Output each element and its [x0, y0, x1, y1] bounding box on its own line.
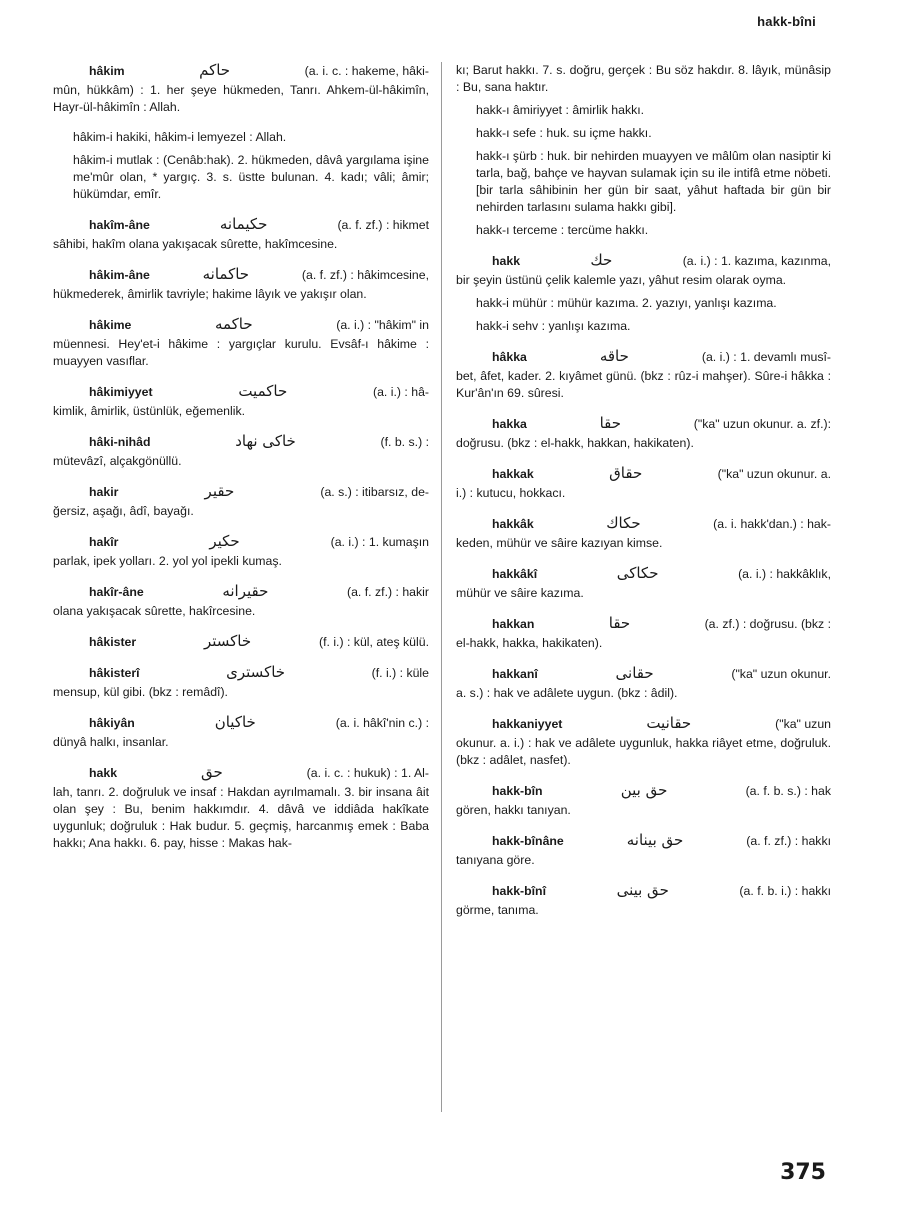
- entry-header: [53, 383, 429, 401]
- headword: hakîr: [89, 535, 119, 549]
- definition: bet, âfet, kader. 2. kıyâmet günü. (bkz : rûz-i mahşer). Sûre-i hâkka : Kur'ân'ın 69. sûresi.: [456, 369, 831, 400]
- entry-header: [53, 266, 429, 284]
- grammar-note: (a. f. zf.) : hâkimcesine,: [301, 268, 430, 282]
- definition: parlak, ipek yolları. 2. yol yol ipekli kumaş.: [53, 554, 282, 568]
- page-number: 375: [780, 1160, 826, 1185]
- definition: sâhibi, hakîm olana yakışacak sûrette, hakîmcesine.: [53, 237, 338, 251]
- definition: mühür ve sâire kazıma.: [456, 586, 584, 600]
- arabic-spelling: حاكميت: [238, 382, 288, 400]
- headword: hakkak: [492, 467, 534, 481]
- entry-hakk-bini: [456, 882, 831, 919]
- arabic-spelling: حق بينى: [616, 881, 669, 899]
- entry-header: [456, 782, 831, 800]
- definition: olana yakışacak sûrette, hakîrcesine.: [53, 604, 256, 618]
- arabic-spelling: خاكستر: [203, 632, 252, 650]
- entry-hakim-i-hakiki: hâkim-i hakiki, hâkim-i lemyezel : Allah.: [73, 130, 287, 144]
- running-head: hakk-bîni: [757, 14, 816, 29]
- definition: doğrusu. (bkz : el-hakk, hakkan, hakikaten).: [456, 436, 694, 450]
- entry-header: [456, 348, 831, 366]
- entry-hakisteri: [53, 664, 429, 701]
- entry-hakir-2: [53, 533, 429, 570]
- headword: hâkim-âne: [89, 268, 150, 282]
- headword: hâkim: [89, 64, 125, 78]
- definition: a. s.) : hak ve adâlete uygun. (bkz : âdil).: [456, 686, 678, 700]
- grammar-note: (f. i.) : kül, ateş külü.: [318, 635, 429, 649]
- entry-hakk-bin: [456, 782, 831, 819]
- entry-header: [53, 62, 429, 80]
- definition: okunur. a. i.) : hak ve adâlete uygunluk, hakka riâyet etme, doğruluk. (bkz : adâlet, nasfet).: [456, 736, 831, 767]
- entry-hakk-binane: [456, 832, 831, 869]
- definition: mensup, kül gibi. (bkz : remâdî).: [53, 685, 228, 699]
- definition: mütevâzî, alçakgönüllü.: [53, 454, 182, 468]
- grammar-note: (a. f. zf.) : hakir: [347, 585, 429, 599]
- entry-hakk-2: [456, 252, 831, 289]
- headword: hakîr-âne: [89, 585, 144, 599]
- headword: hâki-nihâd: [89, 435, 151, 449]
- arabic-spelling: حقا: [608, 614, 631, 632]
- grammar-note: (a. f. zf.) : hikmet: [337, 218, 429, 232]
- entry-hakim-ane-2: [53, 266, 429, 303]
- headword: hakkâkî: [492, 567, 538, 581]
- entry-header: [456, 665, 831, 683]
- grammar-note: (a. i.) : 1. devamlı musî-: [701, 350, 831, 364]
- arabic-spelling: حقا: [599, 414, 622, 432]
- arabic-spelling: حك: [590, 251, 613, 269]
- entry-hakime: [53, 316, 429, 370]
- arabic-spelling: حقانى: [615, 664, 654, 682]
- arabic-spelling: حق: [200, 763, 223, 781]
- grammar-note: (a. f. zf.) : hakkı: [746, 834, 832, 848]
- arabic-spelling: خاكى نهاد: [235, 432, 296, 450]
- entry-hakister: [53, 633, 429, 651]
- arabic-spelling: حق بين: [620, 781, 668, 799]
- entry-header: [456, 715, 831, 733]
- headword: hâkimiyyet: [89, 385, 153, 399]
- headword: hâkisterî: [89, 666, 140, 680]
- grammar-note: (a. i.) : "hâkim" in: [336, 318, 429, 332]
- entry-header: [456, 252, 831, 270]
- headword: hakir: [89, 485, 119, 499]
- entry-haki-nihad: [53, 433, 429, 470]
- headword: hâkka: [492, 350, 527, 364]
- headword: hakkaniyyet: [492, 717, 563, 731]
- headword: hâkime: [89, 318, 132, 332]
- headword: hakk: [492, 254, 521, 268]
- definition: tanıyana göre.: [456, 853, 535, 867]
- arabic-spelling: حق بينانه: [626, 831, 684, 849]
- definition: hükmederek, âmirlik tavriyle; hakime lâyık ve yakışır olan.: [53, 287, 367, 301]
- definition: el-hakk, hakka, hakikaten).: [456, 636, 603, 650]
- entry-header: [53, 764, 429, 782]
- headword: hakîm-âne: [89, 218, 150, 232]
- entry-hakk-i-amiriyyet: hakk-ı âmiriyyet : âmirlik hakkı.: [476, 103, 645, 117]
- grammar-note: (a. zf.) : doğrusu. (bkz :: [704, 617, 832, 631]
- entry-hakk-i-surb: hakk-ı şürb : huk. bir nehirden muayyen ve mâlûm olan nasiptir ki tarla, bağ, bahçe ve hayvan sulamak için su ile intifâ etme nöbeti. [bir tarla sâhibinin her gün bir saat, yâhut haftada bir gün bir nehirden tarlasını sulama hakkı gibi].: [476, 149, 831, 214]
- definition: dünyâ halkı, insanlar.: [53, 735, 169, 749]
- entry-hakkani: [456, 665, 831, 702]
- headword: hakk-bînâne: [492, 834, 564, 848]
- entry-header: [456, 465, 831, 483]
- grammar-note: (a. f. b. s.) : hak: [745, 784, 831, 798]
- grammar-note: (f. b. s.) :: [380, 435, 430, 449]
- definition: i.) : kutucu, hokkacı.: [456, 486, 566, 500]
- arabic-spelling: خاكيان: [214, 713, 256, 731]
- entry-header: [53, 714, 429, 732]
- entry-hakka-2: [456, 415, 831, 452]
- entry-header: [53, 216, 429, 234]
- arabic-spelling: حكير: [209, 532, 240, 550]
- entry-header: [456, 882, 831, 900]
- grammar-note: (a. i. c. : hukuk) : 1. Al-: [306, 766, 429, 780]
- entry-header: [456, 515, 831, 533]
- arabic-spelling: حقاق: [609, 464, 643, 482]
- entry-header: [53, 664, 429, 682]
- entry-hakkak: [456, 465, 831, 502]
- arabic-spelling: حكاكى: [616, 564, 659, 582]
- grammar-note: (a. i.) : 1. kazıma, kazınma,: [682, 254, 831, 268]
- definition: bir şeyin üstünü çelik kalemle yazı, yâhut resim olarak oyma.: [456, 273, 787, 287]
- entry-hakk: [53, 764, 429, 852]
- grammar-note: (a. s.) : itibarsız, de-: [320, 485, 430, 499]
- entry-header: [53, 316, 429, 334]
- grammar-note: ("ka" uzun: [775, 717, 832, 731]
- entry-header: [53, 483, 429, 501]
- definition: lah, tanrı. 2. doğruluk ve insaf : Hakdan ayrılmamalı. 3. bir insana âit olan şey : Bu, benim hakkımdır. 4. dâvâ ve iddiâda hakîkate uygunluk; doğruluk : Hak budur. 5. geçmiş, harcanmış emek : Baba hakkı; Ana hakkı. 6. pay, hisse : Makas hak-: [53, 785, 429, 850]
- grammar-note: (a. i. c. : hakeme, hâki-: [304, 64, 429, 78]
- entry-hakim: [53, 62, 429, 116]
- definition: görme, tanıma.: [456, 903, 539, 917]
- headword: hakk-bînî: [492, 884, 546, 898]
- entry-header: [456, 832, 831, 850]
- entry-hakk-i-muhur: hakk-i mühür : mühür kazıma. 2. yazıyı, yanlışı kazıma.: [476, 296, 777, 310]
- entry-hakk-i-terceme: hakk-ı terceme : tercüme hakkı.: [476, 223, 649, 237]
- entry-hakk-continued: kı; Barut hakkı. 7. s. doğru, gerçek : Bu söz hakdır. 8. lâyık, münâsip : Bu, sana haktır.: [456, 63, 831, 94]
- right-column: [456, 62, 831, 932]
- arabic-spelling: حاكمه: [214, 315, 253, 333]
- entry-hakim-i-mutlak: hâkim-i mutlak : (Cenâb:hak). 2. hükmeden, dâvâ yargılama işine me'mûr olan, * yargıç. 3. s. üstte bulunan. 4. kadı; vâli; âmir; hükümdar, emîr.: [73, 153, 429, 201]
- arabic-spelling: حاكم: [199, 61, 231, 79]
- entry-header: [53, 433, 429, 451]
- entry-header: [53, 633, 429, 651]
- grammar-note: (a. i. hakk'dan.) : hak-: [713, 517, 832, 531]
- definition: ğersiz, aşağı, âdî, bayağı.: [53, 504, 194, 518]
- entry-hakkak-2: [456, 515, 831, 552]
- definition: kimlik, âmirlik, üstünlük, eğemenlik.: [53, 404, 246, 418]
- left-column: [53, 62, 429, 865]
- entry-hakiyan: [53, 714, 429, 751]
- definition: mûn, hükkâm) : 1. her şeye hükmeden, Tanrı. Ahkem-ül-hâkimîn, Hayr-ül-hâkimîn : Allah.: [53, 83, 429, 114]
- column-divider: [441, 62, 442, 1112]
- entry-header: [456, 615, 831, 633]
- arabic-spelling: حقيرانه: [222, 582, 269, 600]
- grammar-note: (f. i.) : küle: [371, 666, 430, 680]
- arabic-spelling: حقانيت: [646, 714, 692, 732]
- headword: hakka: [492, 417, 527, 431]
- grammar-note: (a. i.) : hakkâklık,: [738, 567, 831, 581]
- entry-hakkan: [456, 615, 831, 652]
- arabic-spelling: حاقه: [599, 347, 629, 365]
- entry-header: [53, 583, 429, 601]
- entry-header: [456, 565, 831, 583]
- entry-hakimiyyet: [53, 383, 429, 420]
- entry-hakka: [456, 348, 831, 402]
- arabic-spelling: حكاك: [606, 514, 641, 532]
- headword: hakk-bîn: [492, 784, 543, 798]
- entry-header: [53, 533, 429, 551]
- entry-hakk-i-sehv: hakk-i sehv : yanlışı kazıma.: [476, 319, 631, 333]
- entry-hakir-ane: [53, 583, 429, 620]
- definition: gören, hakkı tanıyan.: [456, 803, 571, 817]
- arabic-spelling: حاكمانه: [202, 265, 250, 283]
- grammar-note: (a. i.) : hâ-: [372, 385, 430, 399]
- definition: keden, mühür ve sâire kazıyan kimse.: [456, 536, 663, 550]
- arabic-spelling: خاكسترى: [226, 663, 286, 681]
- arabic-spelling: حكيمانه: [219, 215, 268, 233]
- headword: hakk: [89, 766, 118, 780]
- headword: hâkister: [89, 635, 137, 649]
- grammar-note: ("ka" uzun okunur. a.: [717, 467, 831, 481]
- entry-hakir: [53, 483, 429, 520]
- entry-hakk-i-sefe: hakk-ı sefe : huk. su içme hakkı.: [476, 126, 652, 140]
- entry-hakkaki: [456, 565, 831, 602]
- entry-header: [456, 415, 831, 433]
- arabic-spelling: حقير: [204, 482, 235, 500]
- grammar-note: ("ka" uzun okunur. a. zf.):: [693, 417, 832, 431]
- grammar-note: (a. i. hâkî'nin c.) :: [335, 716, 429, 730]
- headword: hakkan: [492, 617, 535, 631]
- headword: hâkiyân: [89, 716, 135, 730]
- definition: müennesi. Hey'et-i hâkime : yargıçlar kurulu. Evsâf-ı hâkime : muayyen vasıflar.: [53, 337, 429, 368]
- grammar-note: (a. f. b. i.) : hakkı: [739, 884, 831, 898]
- entry-hakim-ane: [53, 216, 429, 253]
- grammar-note: ("ka" uzun okunur.: [731, 667, 831, 681]
- grammar-note: (a. i.) : 1. kumaşın: [330, 535, 430, 549]
- headword: hakkanî: [492, 667, 538, 681]
- headword: hakkâk: [492, 517, 534, 531]
- entry-hakkaniyyet: [456, 715, 831, 769]
